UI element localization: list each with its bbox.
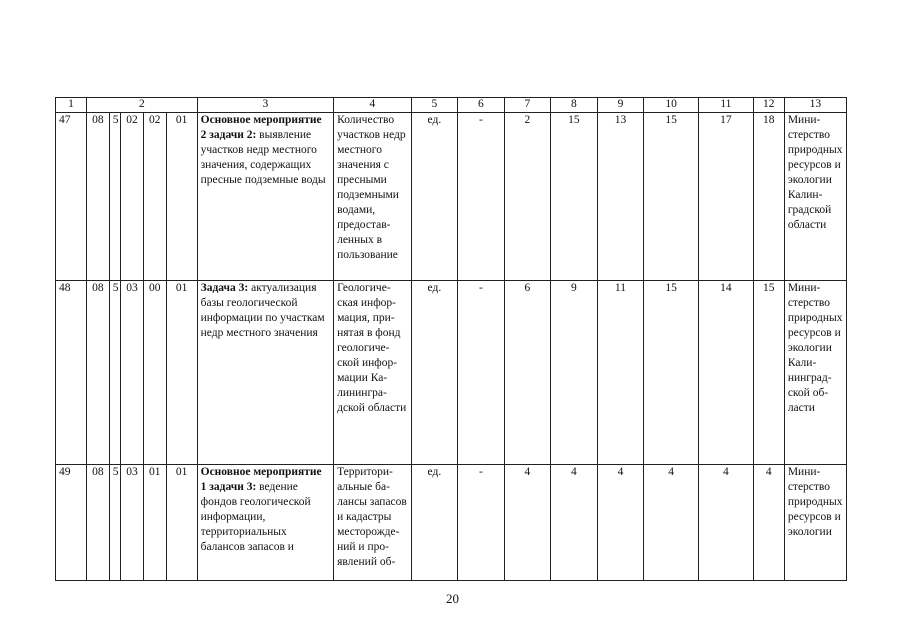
- task-title-bold: Задача 3:: [200, 282, 249, 294]
- indicator-text: Территориальные балансы запасов и кадастры месторождений и проявлений об-: [337, 466, 407, 568]
- header-cell: 2: [87, 98, 198, 113]
- task-title-bold: Основное мероприятие 2 задачи 2:: [200, 114, 322, 141]
- code-cell: 00: [143, 281, 166, 465]
- value-cell: 4: [551, 465, 598, 581]
- row-number: 48: [56, 281, 87, 465]
- header-cell: 9: [597, 98, 644, 113]
- value-cell: 14: [699, 281, 754, 465]
- code-cell: 5: [109, 281, 120, 465]
- header-row: [56, 98, 847, 113]
- value-cell: 15: [551, 113, 598, 281]
- value-cell: 4: [597, 465, 644, 581]
- executor-text: Министерство природных ресурсов и экологии: [787, 466, 843, 538]
- code-cell: 02: [121, 113, 144, 281]
- task-description: актуализация базы геологической информации по участкам недр местного значения: [200, 282, 325, 339]
- row-number: 47: [56, 113, 87, 281]
- table-row: [56, 113, 847, 281]
- value-cell: 11: [597, 281, 644, 465]
- task-cell: [197, 465, 333, 581]
- value-cell: 15: [644, 281, 699, 465]
- value-cell: 4: [753, 465, 784, 581]
- code-cell: 08: [87, 281, 110, 465]
- code-cell: 08: [87, 113, 110, 281]
- code-cell: 02: [143, 113, 166, 281]
- executor-cell: [784, 465, 846, 581]
- value-cell: 4: [644, 465, 699, 581]
- value-cell: 4: [504, 465, 551, 581]
- header-cell: 1: [56, 98, 87, 113]
- table-row: [56, 465, 847, 581]
- header-cell: 12: [753, 98, 784, 113]
- code-cell: 01: [166, 281, 197, 465]
- indicator-cell: Количество участков недр местного значения с пресными подземными водами, предоставленных в пользование: [334, 113, 412, 281]
- value-cell: 13: [597, 113, 644, 281]
- header-cell: 6: [458, 98, 505, 113]
- header-cell: 11: [699, 98, 754, 113]
- code-cell: 5: [109, 113, 120, 281]
- executor-cell: Министерство природных ресурсов и экологии Калинградской области: [784, 113, 846, 281]
- value-cell: 18: [753, 113, 784, 281]
- value-cell: -: [458, 281, 505, 465]
- header-cell: 4: [334, 98, 412, 113]
- indicator-cell: Геологическая информация, принятая в фонд геологической информации Калининградской области: [334, 281, 412, 465]
- value-cell: 4: [699, 465, 754, 581]
- unit-cell: ед.: [411, 465, 458, 581]
- value-cell: 2: [504, 113, 551, 281]
- task-cell: [197, 281, 333, 465]
- value-cell: -: [458, 465, 505, 581]
- row-number: 49: [56, 465, 87, 581]
- value-cell: 17: [699, 113, 754, 281]
- header-cell: 7: [504, 98, 551, 113]
- header-cell: 8: [551, 98, 598, 113]
- header-cell: 5: [411, 98, 458, 113]
- task-cell-clip: [201, 465, 330, 579]
- task-cell: [197, 113, 333, 281]
- executor-cell: Министерство природных ресурсов и экологии Калининградской области: [784, 281, 846, 465]
- header-cell: 10: [644, 98, 699, 113]
- code-cell: 5: [109, 465, 120, 581]
- code-cell: 03: [121, 465, 144, 581]
- code-cell: 03: [121, 281, 144, 465]
- program-table: [55, 97, 847, 581]
- header-cell: 13: [784, 98, 846, 113]
- task-title-bold: Основное мероприятие 1 задачи 3:: [200, 466, 322, 493]
- value-cell: 15: [644, 113, 699, 281]
- unit-cell: ед.: [411, 113, 458, 281]
- code-cell: 01: [166, 465, 197, 581]
- value-cell: -: [458, 113, 505, 281]
- value-cell: 15: [753, 281, 784, 465]
- value-cell: 9: [551, 281, 598, 465]
- code-cell: 08: [87, 465, 110, 581]
- indicator-cell: [334, 465, 412, 581]
- table-row: [56, 281, 847, 465]
- code-cell: 01: [166, 113, 197, 281]
- task-description: выявление участков недр местного значения, содержащих пресные подземные воды: [200, 129, 326, 186]
- code-cell: 01: [143, 465, 166, 581]
- unit-cell: ед.: [411, 281, 458, 465]
- header-cell: 3: [197, 98, 333, 113]
- value-cell: 6: [504, 281, 551, 465]
- page-number: 20: [446, 591, 459, 606]
- task-description: ведение фондов геологической информации, территориальных балансов запасов и: [200, 481, 311, 553]
